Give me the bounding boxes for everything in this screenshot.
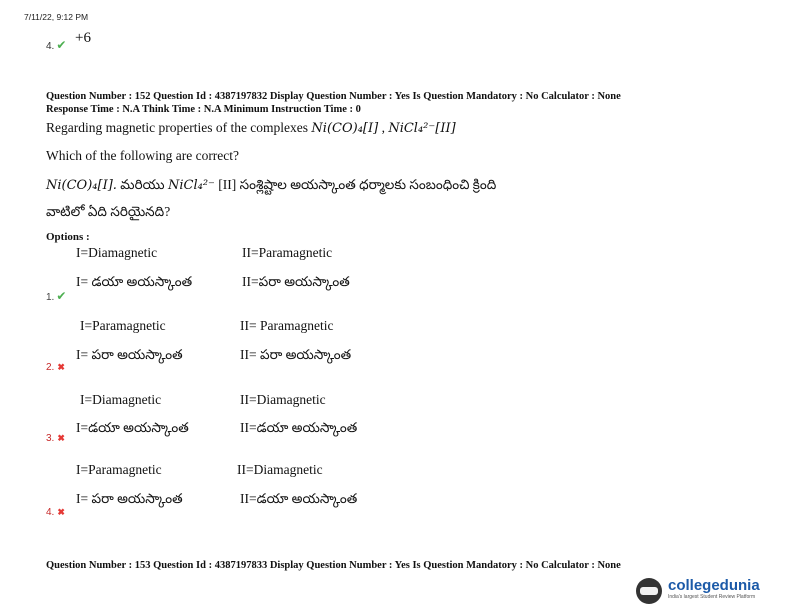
option-1-number: 1. [46,292,55,303]
options-label: Options : [46,231,90,243]
question-prefix: Regarding magnetic properties of the complexes [46,120,312,135]
option-3-marker [46,433,65,444]
option-2-marker [46,362,65,373]
question-text-english-line2: Which of the following are correct? [46,148,240,163]
complex-1: Ni(CO)₄[I] [311,121,379,136]
cross-icon: ✖ [57,362,65,372]
option-4-marker [46,507,65,518]
option-3-en-1: I=Diamagnetic [80,392,162,407]
option-2-number: 2. [46,362,55,373]
cross-icon: ✖ [57,507,65,517]
option-1-te-2: II=పరా అయస్కాంత [242,274,350,289]
te-complex-1: Ni(CO)₄[I]. [46,178,117,193]
question-meta-line2: Response Time : N.A Think Time : N.A Minimum Instruction Time : 0 [46,104,361,115]
complex-separator: , [378,120,389,135]
option-1-en-2: II=Paramagnetic [242,245,333,260]
complex-2: NiCl₄²⁻[II] [388,121,456,136]
question-text-telugu [46,177,496,196]
option-2-en-2: II= Paramagnetic [240,318,334,333]
cross-icon: ✖ [57,433,65,443]
option-2-te-1: I= పరా అయస్కాంత [76,347,183,362]
option-3-number: 3. [46,433,55,444]
previous-option-number-label: 4. [46,41,55,52]
logo-mark-icon [636,578,662,604]
option-4-en-1: I=Paramagnetic [76,462,162,477]
check-icon: ✔ [56,289,67,303]
option-1-marker [46,289,66,303]
option-4-te-1: I= పరా అయస్కాంత [76,491,183,506]
next-question-meta: Question Number : 153 Question Id : 4387197833 Display Question Number : Yes Is Question Mandatory : No Calculator : None [46,560,621,571]
option-1-en-1: I=Diamagnetic [76,245,158,260]
logo-tagline: India's largest Student Review Platform [668,594,756,600]
option-4-number: 4. [46,507,55,518]
previous-option-number [46,38,66,52]
check-icon: ✔ [56,38,67,52]
te-rest: [II] సంశ్లిష్టాల అయస్కాంత ధర్మాలకు సంబంధించి క్రింది [214,177,497,192]
option-3-te-2: II=డయా అయస్కాంత [240,420,358,435]
question-text-telugu-line2: వాటిలో ఏది సరియైనది? [46,204,171,219]
option-4-te-2: II=డయా అయస్కాంత [240,491,358,506]
option-4-en-2: II=Diamagnetic [237,462,323,477]
option-2-te-2: II= పరా అయస్కాంత [240,347,352,362]
print-timestamp: 7/11/22, 9:12 PM [24,12,89,22]
question-meta-line1: Question Number : 152 Question Id : 4387197832 Display Question Number : Yes Is Question Mandatory : No Calculator : None [46,91,621,102]
previous-option-answer: +6 [75,30,91,46]
te-mid: మరియు [116,177,168,192]
option-1-te-1: I= డయా అయస్కాంత [76,274,193,289]
option-3-en-2: II=Diamagnetic [240,392,326,407]
te-complex-2: NiCl₄²⁻ [167,178,215,193]
question-text-english [46,120,456,136]
option-2-en-1: I=Paramagnetic [80,318,166,333]
logo-name: collegedunia [668,577,760,594]
option-3-te-1: I=డయా అయస్కాంత [76,420,189,435]
